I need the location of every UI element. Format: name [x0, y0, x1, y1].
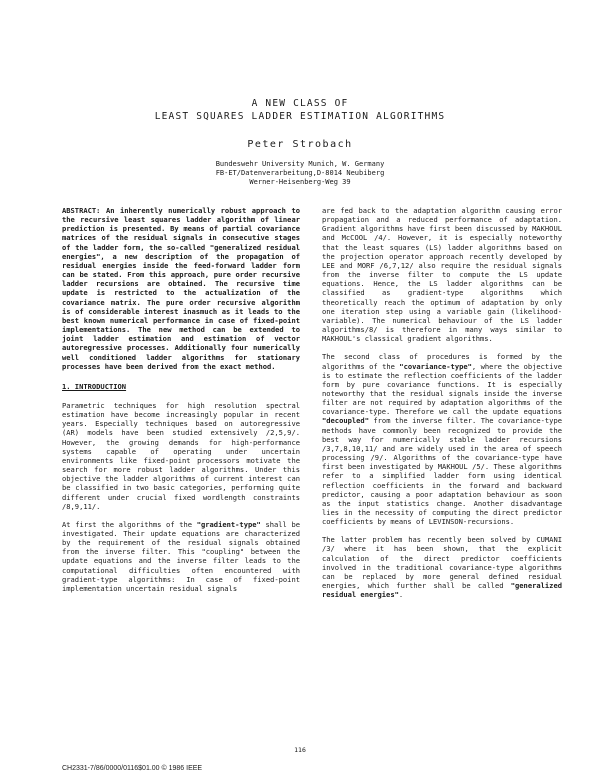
left-column — [62, 206, 300, 602]
text-run: At first the algorithms of the — [62, 519, 197, 529]
abstract-label: ABSTRACT: — [62, 206, 101, 215]
section-heading-introduction: 1. INTRODUCTION — [62, 381, 127, 391]
right-paragraph-1: are fed back to the adaptation algorithm causing error propagation and a reduced performance of adaptation. Gradient algorithms have first been discussed by MAKHOUL and McCOOL /4/. However, it is especially noteworthy that the least squares (LS) ladder algorithms based on the projection operator approach recently developed by LEE and MORF /6,7,12/ also require the residual signals from the inverse filter to compute the LS update equations. Hence, the LS ladder algorithms can be classified as gradient-type algorithms which theoretically reach the optimum of adaptation by only one iteration step using a variable gain (likelihood-variable). The numerical behaviour of the LS ladder algorithms/8/ is therefore in many ways similar to MAKHOUL's classical gradient algorithms. — [322, 206, 562, 344]
term-covariance-type: "covariance-type" — [399, 361, 472, 371]
intro-paragraph-1: Parametric techniques for high resolution spectral estimation have become increasingly popular in recent years. Especially techniques based on autoregressive (AR) models have been studied extensively /2,5,9/. However, the growing demands for high-performance systems capable of operating under uncertain environments like fixed-point processors motivate the search for more robust ladder algorithms. Under this objective the ladder algorithms of current interest can be classified in two basic categories, performing quite different under crucial fixed wordlength constraints /8,9,11/. — [62, 400, 300, 511]
text-run: from the inverse filter. The covariance-type methods have commonly been recognized to provide the best way for numerically stable ladder recursions /3,7,8,10,11/ and are widely used in the area of speech processing /9/. Algorithms of the covariance-type have first been investigated by MAKHOUL /5/. These algorithms refer to a simplified ladder form using identical reflection coefficients in the forward and backward predictor, causing a poor adaptation behaviour as soon as the input statistics change. Another disadvantage lies in the necessity of computing the direct predictor coefficients by means of LEVINSON-recursions. — [322, 416, 562, 527]
text-run: , where the objective is to estimate the reflection coefficients of the ladder form by pure covariance functions. It is especially noteworthy that the residual signals inside the inverse filter are not required by adaptation algorithms of the covariance-type. Therefore we call the update equations — [322, 361, 563, 417]
term-decoupled: "decoupled" — [322, 416, 369, 426]
term-gradient-type: "gradient-type" — [196, 519, 261, 529]
text-run: The latter problem has recently been solved by CUMANI /3/ where it has been shown, that the explicit calculation of the direct predictor coefficients involved in the traditional covariance-type algorithms can be replaced by more general defined residual energies, which further shall be called — [322, 535, 562, 591]
page-number: 116 — [294, 746, 306, 754]
title-line-1: A NEW CLASS OF — [251, 98, 349, 109]
author-affiliation — [0, 160, 600, 187]
text-run: The second class of procedures is formed by the algorithms of the — [322, 352, 562, 371]
affiliation-line-3: Werner-Heisenberg-Weg 39 — [249, 178, 351, 186]
right-paragraph-2 — [322, 352, 562, 526]
affiliation-line-2: FB-ET/Datenverarbeitung,D-8014 Neubiberg — [215, 169, 385, 177]
right-column — [322, 206, 562, 608]
right-paragraph-3 — [322, 535, 562, 599]
author-name: Peter Strobach — [247, 139, 353, 150]
title-line-2: LEAST SQUARES LADDER ESTIMATION ALGORITHMS — [154, 111, 446, 122]
copyright-footer: CH2331-7/86/0000/0116$01.00 © 1986 IEEE — [62, 765, 203, 772]
term-generalized-residual-energies: "generalized residual energies" — [322, 581, 562, 600]
abstract — [62, 206, 300, 371]
affiliation-line-1: Bundeswehr University Munich, W. Germany — [215, 160, 385, 168]
text-run: shall be investigated. Their update equations are characterized by the requirement of the residual signals obtained from the inverse filter. This "coupling" between the update equations and the inverse filter leads to the computational difficulties often encountered with gradient-type algorithms: In case of fixed-point implementation uncertain residual signals — [62, 519, 300, 593]
intro-paragraph-2 — [62, 520, 300, 593]
text-run: . — [398, 590, 404, 600]
abstract-text: An inherently numerically robust approach to the recursive least squares ladder algorithm of linear prediction is presented. By means of partial covariance matrices of the residual signals in consecutive stages of the ladder form, the so-called "generalized residual energies", a new description of the propagation of residual energies inside the feed-forward ladder form can be stated. From this approach, pure order recursive ladder recursions are obtained. The recursive time update is restricted to the actualization of the covariance matrix. The pure order recursive algorithm is of considerable interest inasmuch as it leads to the best known numerical performance in case of fixed-point implementations. The new method can be extended to joint ladder estimation and estimation of vector autoregressive processes. Additionally four numerically well conditioned ladder algorithms for stationary processes have been derived from the exact method. — [62, 206, 300, 371]
